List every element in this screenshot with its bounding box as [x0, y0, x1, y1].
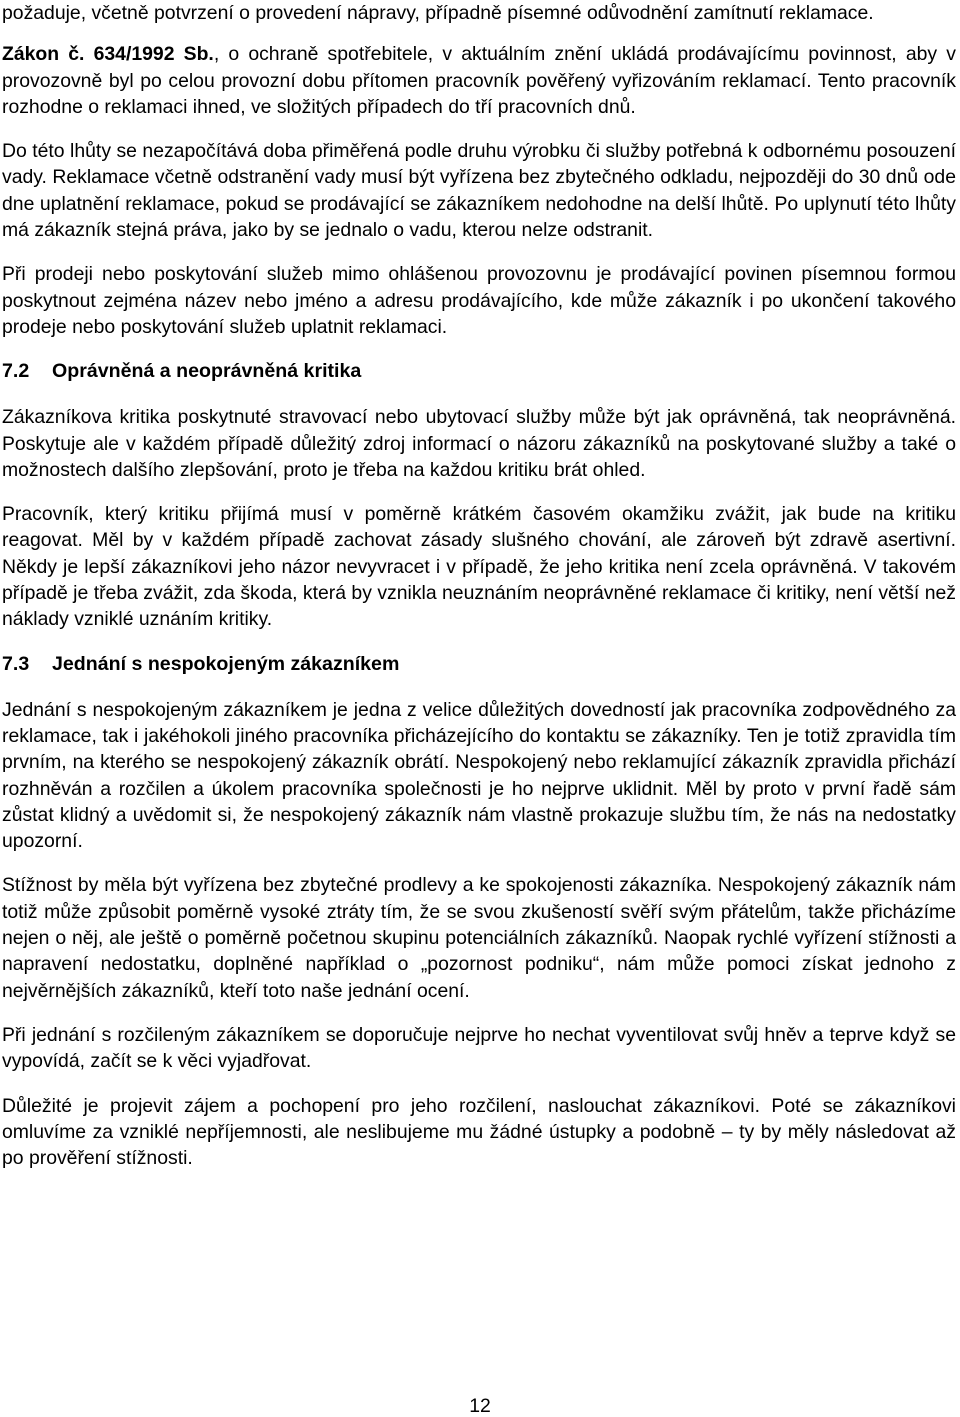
paragraph-empathy-apology: Důležité je projevit zájem a pochopení pro jeho rozčilení, naslouchat zákazníkovi. Poté se zákazníkovi omluvíme za vzniklé nepříjemnosti, ale neslibujeme mu žádné ústupky a podobně – ty by měly následovat až po prověření stížnosti.	[2, 1094, 956, 1170]
paragraph-consumer-protection-law	[2, 41, 956, 120]
paragraph-outside-establishment: Při prodeji nebo poskytování služeb mimo ohlášenou provozovnu je prodávající povinen písemnou formou poskytnout zejména název nebo jméno a adresu prodávajícího, kde může zákazník i po ukončení takového prodeje nebo poskytování služeb uplatnit reklamaci.	[2, 263, 956, 338]
law-reference: Zákon č. 634/1992 Sb.	[2, 43, 214, 66]
section-title: Jednání s nespokojeným zákazníkem	[52, 652, 400, 675]
section-heading-7-3	[2, 651, 956, 677]
section-title: Oprávněná a neoprávněná kritika	[52, 360, 362, 383]
paragraph-complaint-handling: Stížnost by měla být vyřízena bez zbytečné prodlevy a ke spokojenosti zákazníka. Nespokojený zákazník nám totiž může způsobit poměrně vysoké ztráty tím, že se svou zkušeností svěří svým přátelům, takže přicházíme nejen o něj, ale ještě o poměrně početnou skupinu potenciálních zákazníků. Naopak rychlé vyřízení stížnosti a napravení nedostatku, doplněné například o „pozornost podniku“, nám může pomoci získat jednoho z nejvěrnějších zákazníků, kteří toto naše jednání ocení.	[2, 874, 956, 1002]
section-number: 7.2	[2, 360, 30, 383]
section-heading-7-2	[2, 358, 956, 384]
paragraph-complaint-justification: požaduje, včetně potvrzení o provedení nápravy, případně písemné odůvodnění zamítnutí reklamace.	[2, 2, 874, 24]
section-number: 7.3	[2, 652, 30, 675]
paragraph-customer-criticism: Zákazníkova kritika poskytnuté stravovací nebo ubytovací služby může být jak oprávněná, tak neoprávněná. Poskytuje ale v každém případě důležitý zdroj informací o názoru zákazníků na poskytované služby a také o možnostech dalšího zlepšování, proto je třeba na každou kritiku brát ohled.	[2, 406, 956, 481]
page-number: 12	[469, 1395, 491, 1417]
paragraph-time-limits: Do této lhůty se nezapočítává doba přiměřená podle druhu výrobku či služby potřebná k odbornému posouzení vady. Reklamace včetně odstranění vady musí být vyřízena bez zbytečného odkladu, nejpozději do 30 dnů ode dne uplatnění reklamace, pokud se prodávající se zákazníkem nedohodne na delší lhůtě. Po uplynutí této lhůty má zákazník stejná práva, jako by se jednalo o vadu, kterou nelze odstranit.	[2, 140, 956, 242]
paragraph-dissatisfied-customer: Jednání s nespokojeným zákazníkem je jedna z velice důležitých dovedností jak pracovníka zodpovědného za reklamace, tak i jakéhokoli jiného pracovníka přicházejícího do kontaktu se zákazníky. Ten je totiž zpravidla tím prvním, na kterého se nespokojený zákazník obrátí. Nespokojený nebo reklamující zákazník zpravidla přichází rozhněván a rozčilen a úkolem pracovníka společnosti je ho nejprve uklidnit. Měl by proto v první řadě sám zůstat klidný a uvědomit si, že nespokojený zákazník nám vlastně prokazuje službu tím, že nás na nedostatky upozorní.	[2, 698, 956, 853]
paragraph-criticism-response: Pracovník, který kritiku přijímá musí v poměrně krátkém časovém okamžiku zvážit, jak bude na kritiku reagovat. Měl by v každém případě zachovat zásady slušného chování, ale zároveň být zdravě asertivní. Někdy je lepší zákazníkovi jeho názor nevyvracet i v případě, že jeho kritika není zcela oprávněná. V takovém případě je třeba zvážit, zda škoda, která by vznikla neuznáním neoprávněné reklamace či kritiky, není větší než náklady vzniklé uznáním kritiky.	[2, 503, 956, 631]
paragraph-angry-customer: Při jednání s rozčileným zákazníkem se doporučuje nejprve ho nechat vyventilovat svůj hněv a teprve když se vypovídá, začít se k věci vyjadřovat.	[2, 1023, 956, 1073]
law-reference-text: , o ochraně spotřebitele, v aktuálním znění ukládá prodávajícímu povinnost, aby v provozovně byl po celou provozní dobu přítomen pracovník pověřený vyřizováním reklamací. Tento pracovník rozhodne o reklamaci ihned, ve složitých případech do tří pracovních dnů.	[2, 43, 956, 118]
document-page	[2, 0, 956, 1171]
